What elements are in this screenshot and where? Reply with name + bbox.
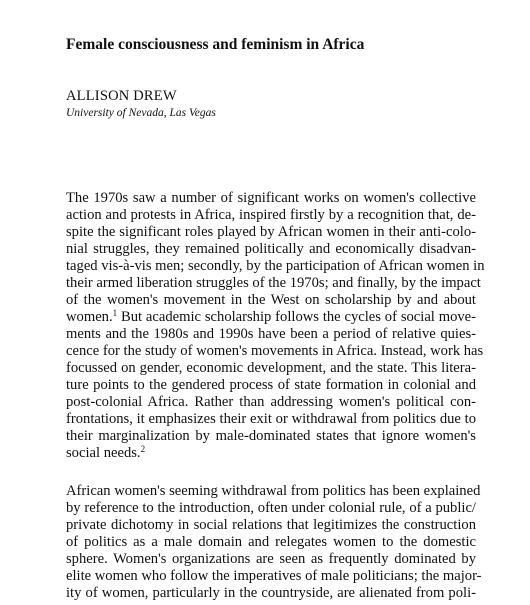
- text-line: post-colonial Africa. Rather than addressing women's political con-: [66, 394, 476, 410]
- text-line: elite women who follow the imperatives of male politicians; the major-: [66, 568, 482, 584]
- text-line: spite the significant roles played by African women in their anti-colo-: [66, 224, 476, 240]
- text-line: by reference to the introduction, often under colonial rule, of a public/: [66, 500, 476, 516]
- text-line: nial struggles, they remained politically and economically disadvan-: [66, 241, 476, 257]
- text-line-with-footnote: [66, 445, 476, 462]
- footnote-marker[interactable]: 1: [112, 308, 118, 318]
- text-line: of politics as a male domain and relegates women to the domestic: [66, 534, 476, 550]
- text-line: their armed liberation struggles of the 1970s; and finally, by the impact: [66, 275, 481, 291]
- paragraph-2: [66, 483, 482, 602]
- text-line: African women's seeming withdrawal from politics has been explained: [66, 483, 481, 499]
- text-line: private dichotomy in social relations that legitimizes the construction: [66, 517, 476, 533]
- text-line-with-footnote: [66, 309, 476, 326]
- text-line: ments and the 1980s and 1990s have been a period of relative quies-: [66, 326, 476, 342]
- text-line: frontations, it emphasizes their exit or withdrawal from politics due to: [66, 411, 476, 427]
- article-title: Female consciousness and feminism in Africa: [66, 36, 365, 53]
- text-line: action and protests in Africa, inspired firstly by a recognition that, de-: [66, 207, 476, 223]
- author-affiliation: University of Nevada, Las Vegas: [66, 107, 216, 119]
- text-line: taged vis-à-vis men; secondly, by the participation of African women in: [66, 258, 485, 274]
- paragraph-1: [66, 190, 485, 462]
- author-name: ALLISON DREW: [66, 88, 177, 104]
- text-line: The 1970s saw a number of significant works on women's collective: [66, 190, 476, 206]
- text-line: ture points to the gendered process of state formation in colonial and: [66, 377, 476, 393]
- text-fragment: social needs.: [66, 445, 141, 461]
- footnote-marker[interactable]: 2: [140, 444, 146, 454]
- text-fragment: women.: [66, 309, 113, 325]
- text-fragment: But academic scholarship follows the cycles of social move-: [120, 309, 476, 325]
- text-line: cence for the study of women's movements in Africa. Instead, work has: [66, 343, 484, 359]
- text-line: their marginalization by male-dominated states that ignore women's: [66, 428, 476, 444]
- text-line: ity of women, particularly in the countryside, are alienated from poli-: [66, 585, 476, 601]
- text-line: focussed on gender, economic development, and the state. This litera-: [66, 360, 476, 376]
- text-line: sphere. Women's organizations are seen as frequently dominated by: [66, 551, 476, 567]
- text-line: of the women's movement in the West on scholarship by and about: [66, 292, 476, 308]
